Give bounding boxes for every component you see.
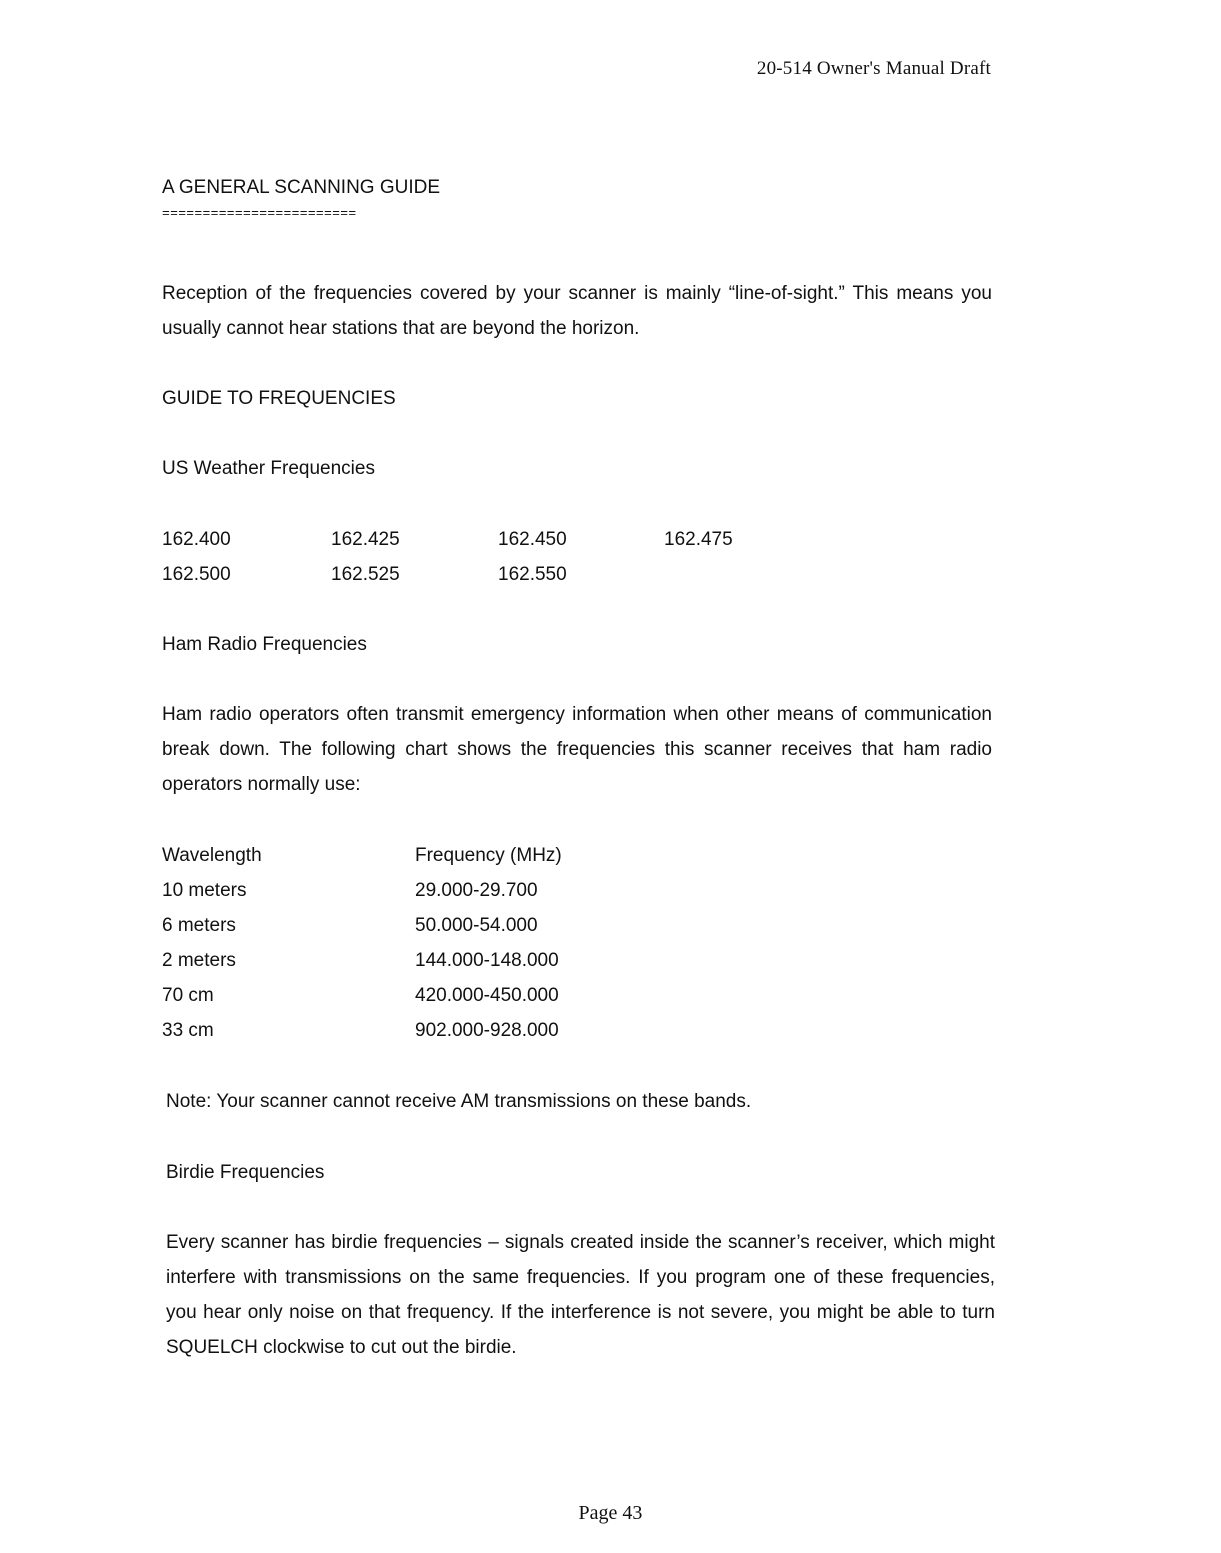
birdie-heading: Birdie Frequencies [166, 1162, 325, 1183]
frequency-cell: 144.000-148.000 [415, 950, 559, 971]
section-title: A GENERAL SCANNING GUIDE [162, 177, 441, 198]
column-header-frequency: Frequency (MHz) [415, 845, 562, 866]
birdie-paragraph: Every scanner has birdie frequencies – signals created inside the scanner’s receiver, which might interfere with transmissions on the same frequencies. If you program one of these frequencies, you hear only noise on that frequency. If the interference is not severe, you might be able to turn SQUELCH clockwise to cut out the birdie. [166, 1232, 995, 1358]
weather-frequency: 162.550 [498, 564, 567, 585]
frequency-cell: 50.000-54.000 [415, 915, 538, 936]
wavelength-cell: 33 cm [162, 1020, 214, 1041]
frequency-cell: 420.000-450.000 [415, 985, 559, 1006]
ham-heading: Ham Radio Frequencies [162, 634, 367, 655]
weather-frequency: 162.450 [498, 529, 567, 550]
table-row [162, 1013, 612, 1048]
table-row [162, 943, 612, 978]
weather-frequency: 162.500 [162, 564, 231, 585]
ham-table-header [162, 838, 612, 873]
frequency-cell: 902.000-928.000 [415, 1020, 559, 1041]
frequency-cell: 29.000-29.700 [415, 880, 538, 901]
ham-paragraph: Ham radio operators often transmit emergency information when other means of communication break down. The following chart shows the frequencies this scanner receives that ham radio operators normally use: [162, 704, 992, 795]
ham-note: Note: Your scanner cannot receive AM transmissions on these bands. [166, 1091, 752, 1112]
wavelength-cell: 6 meters [162, 915, 236, 936]
guide-heading: GUIDE TO FREQUENCIES [162, 388, 396, 409]
wavelength-cell: 70 cm [162, 985, 214, 1006]
wavelength-cell: 2 meters [162, 950, 236, 971]
section-rule: ======================== [162, 206, 357, 221]
weather-frequency: 162.400 [162, 529, 231, 550]
wavelength-cell: 10 meters [162, 880, 247, 901]
weather-frequency: 162.525 [331, 564, 400, 585]
intro-paragraph: Reception of the frequencies covered by your scanner is mainly “line-of-sight.” This means you usually cannot hear stations that are beyond the horizon. [162, 283, 992, 339]
weather-heading: US Weather Frequencies [162, 458, 375, 479]
weather-frequency: 162.425 [331, 529, 400, 550]
page-number: Page 43 [578, 1502, 643, 1524]
table-row [162, 873, 612, 908]
table-row [162, 978, 612, 1013]
weather-row [162, 557, 762, 592]
weather-row [162, 522, 762, 557]
page-header: 20-514 Owner's Manual Draft [756, 58, 991, 79]
table-row [162, 908, 612, 943]
column-header-wavelength: Wavelength [162, 845, 262, 866]
weather-frequency: 162.475 [664, 529, 733, 550]
